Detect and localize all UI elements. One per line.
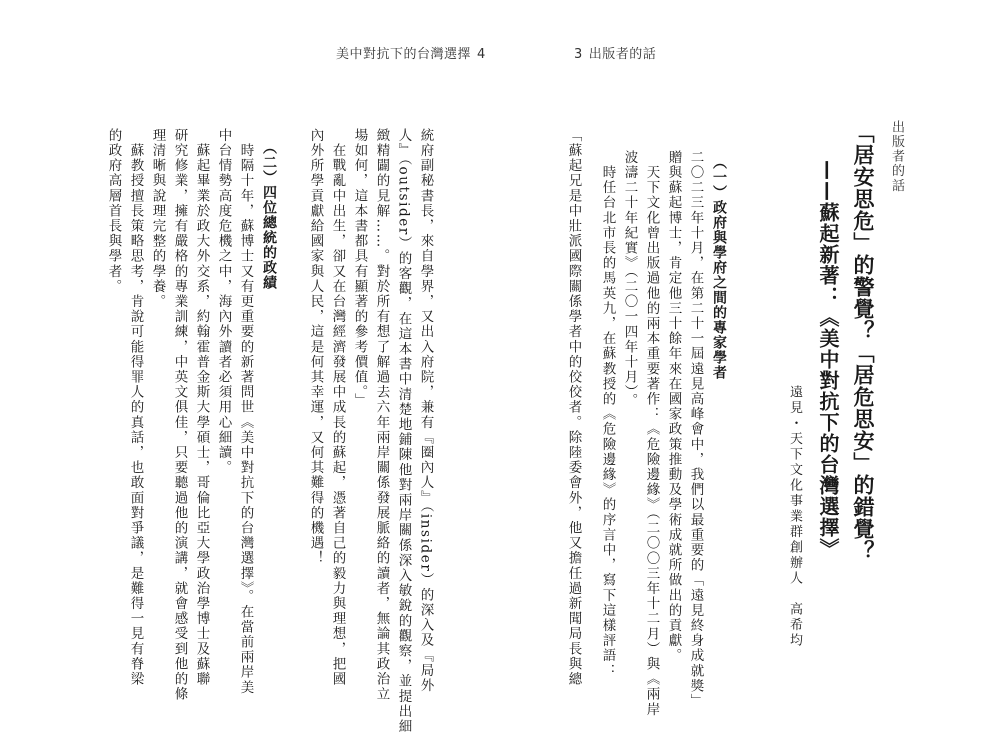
running-header-right [568, 43, 656, 62]
paragraph-line: 緻精闢的見解……。對於所有想了解過去六年兩岸關係發展脈絡的讀者，無論其政治立 [373, 128, 390, 702]
section-heading-1: （一）政府與學府之間的專家學者 [711, 155, 727, 380]
paragraph-line: 理清晰與說理完整的學養。 [149, 128, 166, 310]
running-header-left [336, 43, 492, 62]
paragraph-line: 統府副秘書長，來自學界，又出入府院，兼有『圈內人』（insider）的深入及『局外 [417, 128, 434, 694]
paragraph-line: 時隔十年，蘇博士又有更重要的新著問世《美中對抗下的台灣選擇》。在當前兩岸美 [237, 128, 254, 696]
paragraph-line: 二〇二三年十月，在第二十一屆遠見高峰會中，我們以最重要的「遠見終身成就獎」 [687, 150, 704, 709]
paragraph-line: 內外所學貢獻給國家與人民，這是何其幸運，又何其難得的機遇！ [307, 128, 324, 566]
paragraph-line: 在戰亂中出生，卻又在台灣經濟發展中成長的蘇起，憑著自己的毅力與理想，把國 [329, 128, 346, 687]
paragraph-line: 蘇起畢業於政大外交系，約翰霍普金斯大學碩士，哥倫比亞大學政治學博士及蘇聯 [193, 128, 210, 687]
paragraph-line: 「蘇起兄是中壯派國際關係學者中的佼佼者。除陸委會外，他又擔任過新聞局長與總 [565, 128, 582, 687]
paragraph-line: 場如何，這本書都具有顯著的參考價值。」 [351, 128, 368, 409]
paragraph-line: 人』（outsider）的客觀，在這本書中清楚地鋪陳他對兩岸關係深入敏銳的觀察，並提出細 [395, 128, 412, 734]
section-heading-2: （二）四位總統的政績 [261, 140, 277, 290]
paragraph-line: 中台情勢高度危機之中，海內外讀者必須用心細讀。 [215, 128, 232, 476]
paragraph-line: 研究修業，擁有嚴格的專業訓練，中英文俱佳，只要聽過他的演講，就會感受到他的條 [171, 128, 188, 702]
byline: 遠見・天下文化事業群創辦人 高希均 [787, 385, 802, 649]
article-title: 「居安思危」的警覺？「居危思安」的錯覺？ [851, 122, 875, 562]
paragraph-line: 時任台北市長的馬英九，在蘇教授的《危險邊緣》的序言中，寫下這樣評語： [599, 150, 616, 679]
paragraph-line: 天下文化曾出版過他的兩本重要著作：《危險邊緣》（二〇〇三年十二月）與《兩岸 [643, 150, 660, 718]
page-number-left: 4 [477, 47, 486, 62]
header-book-title: 美中對抗下的台灣選擇 [336, 47, 472, 62]
paragraph-line: 波濤二十年紀實》（二〇一四年十月）。 [621, 150, 638, 409]
header-chapter-title: 出版者的話 [588, 47, 657, 62]
paragraph-line: 蘇教授擅長策略思考，肯說可能得罪人的真話，也敢面對爭議，是難得一見有脊梁 [127, 128, 144, 687]
article-subtitle: ——蘇起新著：《美中對抗下的台灣選擇》 [816, 160, 840, 559]
page-number-right: 3 [574, 47, 583, 62]
paragraph-line: 的政府高層首長與學者。 [105, 128, 122, 295]
section-label: 出版者的話 [889, 120, 904, 193]
paragraph-line: 贈與蘇起博士，肯定他三十餘年來在國家政策推動及學術成就所做出的貢獻。 [665, 150, 682, 664]
